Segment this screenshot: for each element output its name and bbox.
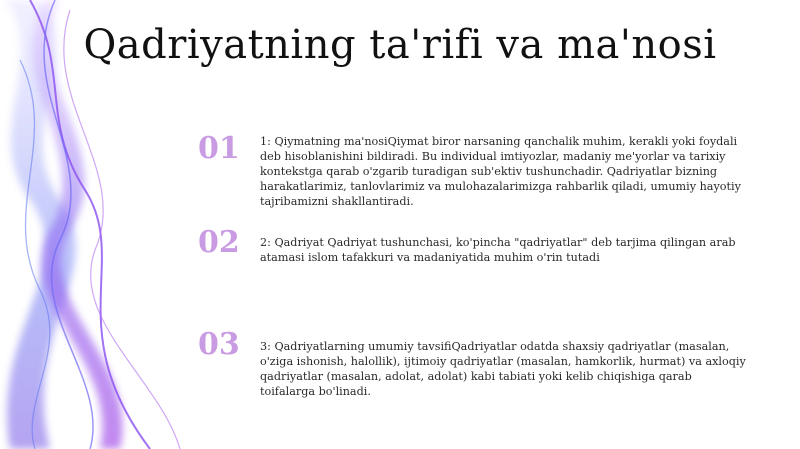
item-text: 2: Qadriyat Qadriyat tushunchasi, ko'pincha "qadriyatlar" deb tarjima qilingan arab atamasi islom tafakkuri va madaniyatida muhim o'rin tutadi xyxy=(260,236,736,264)
list-item xyxy=(196,132,756,222)
item-text: 1: Qiymatning ma'nosiQiymat biror narsaning qanchalik muhim, kerakli yoki foydali deb hisoblanishini bildiradi. Bu individual imtiyozlar, madaniy me'yorlar va tarixiy kontekstga qarab o'zgarib turadigan sub'ektiv tushunchadir. Qadriyatlar bizning harakatlarimiz, tanlovlarimiz va mulohazalarimizga rahbarlik qiladi, umumiy hayotiy tajribamizni shakllantiradi. xyxy=(260,135,741,208)
item-text: 3: Qadriyatlarning umumiy tavsifiQadriyatlar odatda shaxsiy qadriyatlar (masalan, o'ziga ishonish, halollik), ijtimoiy qadriyatlar (masalan, hamkorlik, hurmat) va axloqiy qadriyatlar (masalan, adolat, adolat) kabi tabiati yoki kelib chiqishiga qarab toifalarga bo'linadi. xyxy=(260,340,746,398)
list-item xyxy=(196,328,756,418)
page-title: Qadriyatning ta'rifi va ma'nosi xyxy=(83,22,717,68)
item-number: 02 xyxy=(198,225,240,260)
list-item xyxy=(196,226,756,316)
item-number: 03 xyxy=(198,327,240,362)
item-number: 01 xyxy=(198,131,240,166)
